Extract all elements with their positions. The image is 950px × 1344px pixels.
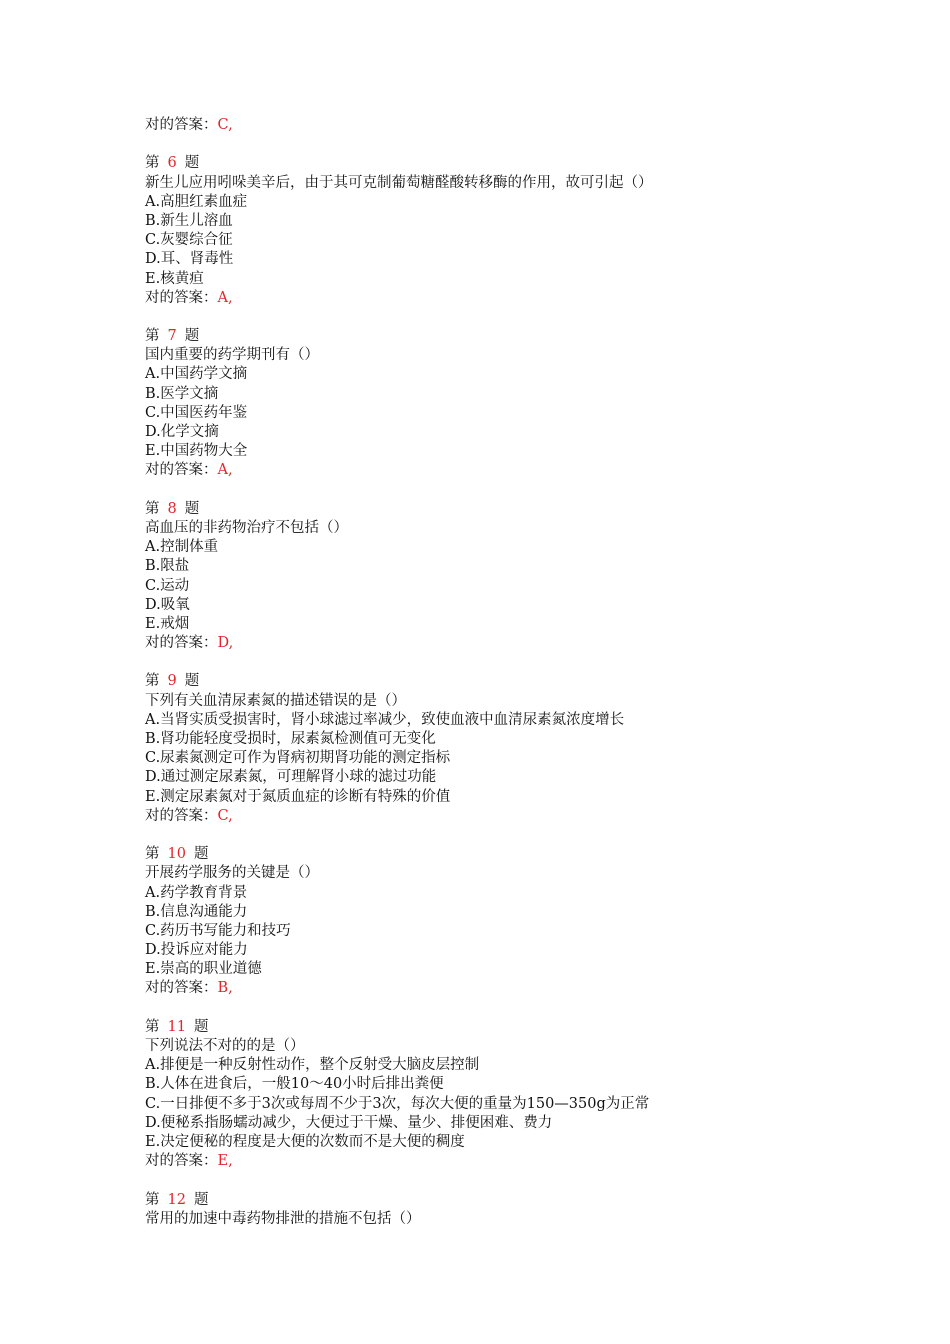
question-prefix: 第 (145, 328, 160, 345)
option-item: C.灰婴综合征 (145, 232, 233, 249)
question-text: 新生儿应用吲哚美辛后，由于其可克制葡萄糖醛酸转移酶的作用，故可引起（） (145, 174, 653, 191)
question-prefix: 第 (145, 500, 160, 517)
answer-value: C, (217, 807, 233, 824)
question-number: 10 (167, 846, 186, 863)
question-suffix: 题 (184, 328, 200, 345)
question-text: 常用的加速中毒药物排泄的措施不包括（） (145, 1210, 421, 1227)
question-header (145, 672, 845, 691)
option-item: B.肾功能轻度受损时，尿素氮检测值可无变化 (145, 731, 436, 747)
question-number: 12 (167, 1191, 186, 1208)
answer-prefix: 对的答案： (145, 1153, 218, 1170)
answer-line (145, 634, 845, 653)
option-item: E.戒烟 (145, 615, 190, 632)
answer-line (145, 979, 845, 998)
question-text: 国内重要的药学期刊有（） (145, 347, 319, 364)
option-item: E.测定尿素氮对于氮质血症的诊断有特殊的价值 (145, 788, 451, 805)
option-item: B.限盐 (145, 558, 190, 575)
question-prefix: 第 (145, 1191, 160, 1208)
option-item: E.崇高的职业道德 (145, 961, 262, 978)
question-number: 6 (167, 155, 177, 172)
option-item: E.中国药物大全 (145, 443, 248, 460)
question-block (145, 672, 845, 845)
option-item: C.中国医药年鉴 (145, 404, 248, 421)
question-list (145, 154, 845, 1229)
question-header (145, 1018, 845, 1037)
question-number: 8 (167, 500, 177, 517)
question-suffix: 题 (184, 673, 200, 690)
answer-value: D, (217, 635, 234, 652)
option-item: C.运动 (145, 577, 190, 594)
question-prefix: 第 (145, 1018, 160, 1035)
question-block (145, 327, 845, 500)
option-item: A.药学教育背景 (145, 884, 248, 901)
option-item: E.决定便秘的程度是大便的次数而不是大便的稠度 (145, 1133, 465, 1150)
question-text: 高血压的非药物治疗不包括（） (145, 519, 348, 536)
question-prefix: 第 (145, 155, 160, 172)
answer-value: E, (217, 1153, 233, 1170)
question-suffix: 题 (193, 846, 209, 863)
option-item: B.医学文摘 (145, 385, 219, 402)
option-item: B.人体在进食后，一般10～40小时后排出粪便 (145, 1076, 444, 1093)
option-item: C.药历书写能力和技巧 (145, 922, 291, 939)
option-item: D.化学文摘 (145, 424, 219, 440)
option-item: D.耳、肾毒性 (145, 251, 234, 268)
answer-line (145, 1152, 845, 1171)
question-prefix: 第 (145, 673, 160, 690)
answer-line (145, 461, 845, 480)
option-item: D.便秘系指肠蠕动减少，大便过于干燥、量少、排便困难、费力 (145, 1114, 553, 1131)
answer-value: A, (217, 289, 233, 306)
option-item: B.新生儿溶血 (145, 212, 233, 229)
option-item: D.投诉应对能力 (145, 942, 248, 959)
answer-prefix: 对的答案： (145, 807, 218, 824)
question-number: 9 (167, 673, 177, 690)
answer-value: C, (217, 117, 233, 133)
question-number: 11 (167, 1018, 186, 1035)
answer-prefix: 对的答案： (145, 289, 218, 306)
option-item: D.吸氧 (145, 596, 190, 613)
answer-line (145, 807, 845, 826)
question-header (145, 500, 845, 519)
question-block (145, 845, 845, 1018)
question-suffix: 题 (184, 155, 200, 172)
question-suffix: 题 (193, 1018, 209, 1035)
question-block (145, 1018, 845, 1191)
option-item: A.控制体重 (145, 539, 219, 556)
answer-prefix: 对的答案： (145, 635, 218, 652)
question-text: 下列说法不对的的是（） (145, 1038, 305, 1054)
document-page (145, 116, 845, 1229)
option-item: E.核黄疸 (145, 270, 204, 287)
question-block (145, 500, 845, 673)
option-item: C.尿素氮测定可作为肾病初期肾功能的测定指标 (145, 750, 451, 767)
answer-line (145, 289, 845, 308)
question-block (145, 154, 845, 327)
question-header (145, 845, 845, 864)
question-number: 7 (167, 328, 177, 345)
option-item: A.高胆红素血症 (145, 193, 248, 210)
answer-prefix: 对的答案： (145, 117, 218, 133)
question-text: 下列有关血清尿素氮的描述错误的是（） (145, 692, 406, 709)
option-item: A.当肾实质受损害时，肾小球滤过率减少，致使血液中血清尿素氮浓度增长 (145, 711, 625, 728)
option-item: C.一日排便不多于3次或每周不少于3次，每次大便的重量为150—350g为正常 (145, 1095, 650, 1112)
option-item: A.排便是一种反射性动作，整个反射受大脑皮层控制 (145, 1057, 480, 1074)
question-text: 开展药学服务的关键是（） (145, 865, 319, 882)
answer-value: A, (217, 462, 233, 479)
question-suffix: 题 (184, 500, 200, 517)
answer-prefix: 对的答案： (145, 980, 218, 997)
answer-line (145, 116, 845, 135)
option-item: B.信息沟通能力 (145, 903, 248, 920)
question-suffix: 题 (193, 1191, 209, 1208)
question-block (145, 1191, 845, 1229)
question-header (145, 1191, 845, 1210)
option-item: D.通过测定尿素氮，可理解肾小球的滤过功能 (145, 769, 437, 786)
option-item: A.中国药学文摘 (145, 366, 248, 383)
question-header (145, 327, 845, 346)
answer-prefix: 对的答案： (145, 462, 218, 479)
question-prefix: 第 (145, 846, 160, 863)
answer-value: B, (217, 980, 233, 997)
question-header (145, 154, 845, 173)
